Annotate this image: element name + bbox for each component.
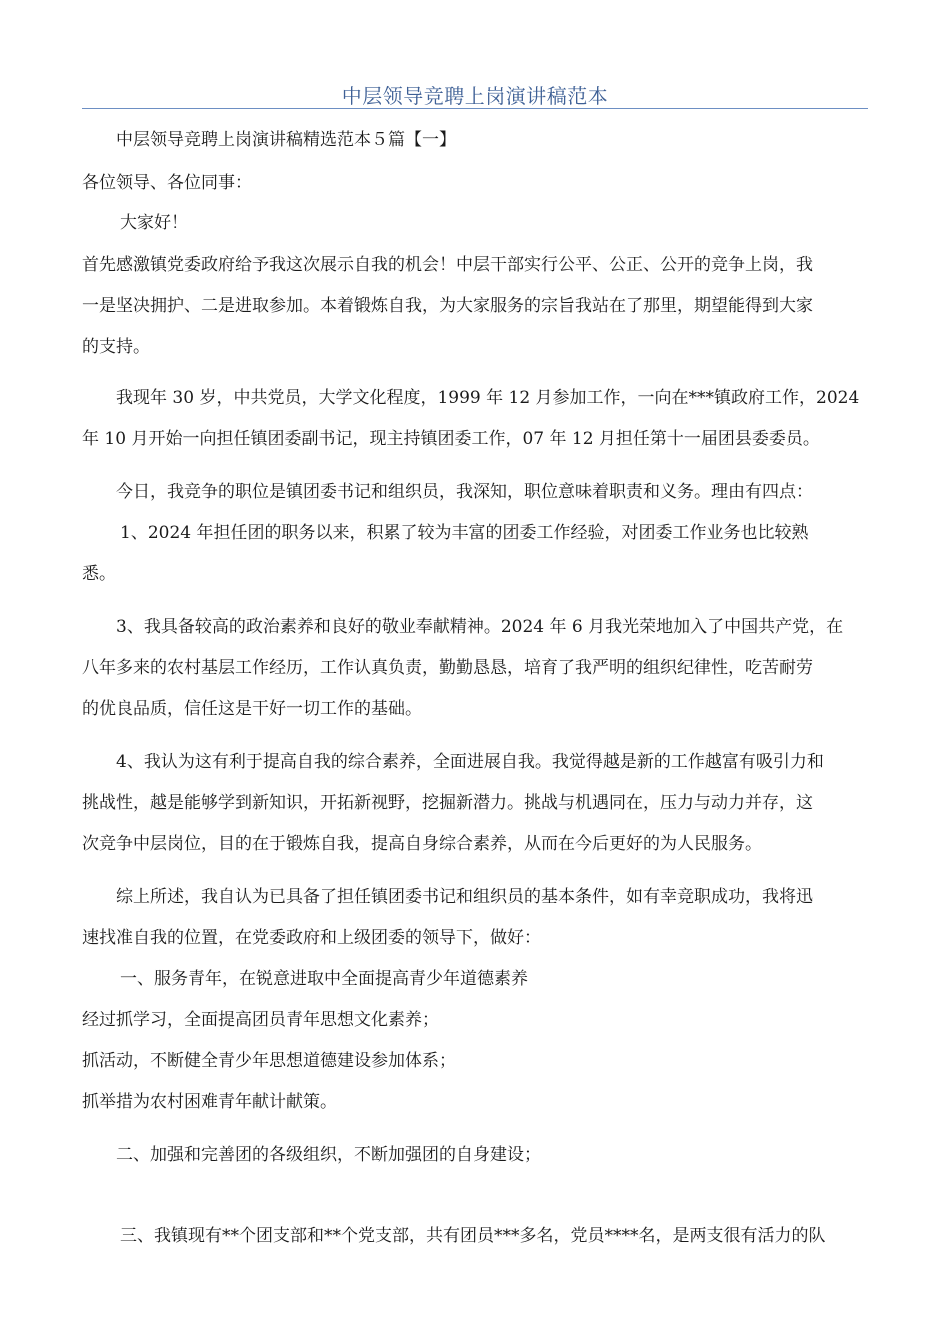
- paragraph-line: 八年多来的农村基层工作经历，工作认真负责，勤勤恳恳，培育了我严明的组织纪律性，吃苦耐劳: [82, 658, 813, 678]
- paragraph-line: 今日，我竞争的职位是镇团委书记和组织员，我深知，职位意味着职责和义务。理由有四点：: [116, 482, 813, 502]
- heading-line: 中层领导竞聘上岗演讲稿精选范本５篇【一】: [116, 130, 456, 150]
- paragraph-line: 经过抓学习，全面提高团员青年思想文化素养；: [82, 1010, 439, 1030]
- paragraph-line: 年 10 月开始一向担任镇团委副书记，现主持镇团委工作，07 年 12 月担任第十一届团县委委员。: [82, 429, 820, 449]
- paragraph-line: 3、我具备较高的政治素养和良好的敬业奉献精神。2024 年 6 月我光荣地加入了中国共产党，在: [116, 617, 844, 637]
- paragraph-line: 首先感激镇党委政府给予我这次展示自我的机会！中层干部实行公平、公正、公开的竞争上岗，我: [82, 255, 813, 275]
- paragraph-line: 次竞争中层岗位，目的在于锻炼自我，提高自身综合素养，从而在今后更好的为人民服务。: [82, 834, 762, 854]
- paragraph-line: 我现年 30 岁，中共党员，大学文化程度，1999 年 12 月参加工作，一向在***镇政府工作，2024: [116, 388, 860, 408]
- paragraph-line: 一是坚决拥护、二是进取参加。本着锻炼自我，为大家服务的宗旨我站在了那里，期望能得到大家: [82, 296, 813, 316]
- paragraph-line: 悉。: [82, 564, 116, 584]
- paragraph-line: 1、2024 年担任团的职务以来，积累了较为丰富的团委工作经验，对团委工作业务也比较熟: [120, 523, 809, 543]
- paragraph-line: 的优良品质，信任这是干好一切工作的基础。: [82, 699, 422, 719]
- paragraph-line: 的支持。: [82, 337, 150, 357]
- salutation-line: 各位领导、各位同事：: [82, 173, 252, 193]
- paragraph-line: 速找准自我的位置，在党委政府和上级团委的领导下，做好：: [82, 928, 541, 948]
- paragraph-line: 综上所述，我自认为已具备了担任镇团委书记和组织员的基本条件，如有幸竞职成功，我将迅: [116, 887, 813, 907]
- paragraph-line: 挑战性，越是能够学到新知识，开拓新视野，挖掘新潜力。挑战与机遇同在，压力与动力并存，这: [82, 793, 813, 813]
- section-heading: 一、服务青年，在锐意进取中全面提高青少年道德素养: [120, 969, 528, 989]
- paragraph-line: 抓举措为农村困难青年献计献策。: [82, 1092, 337, 1112]
- page-title: 中层领导竞聘上岗演讲稿范本: [341, 84, 609, 108]
- paragraph-line: 抓活动，不断健全青少年思想道德建设参加体系；: [82, 1051, 456, 1071]
- paragraph-line: 4、我认为这有利于提高自我的综合素养，全面进展自我。我觉得越是新的工作越富有吸引力和: [116, 752, 824, 772]
- title-underline: [82, 108, 868, 109]
- greeting-line: 大家好！: [120, 213, 188, 233]
- section-heading: 二、加强和完善团的各级组织，不断加强团的自身建设；: [116, 1145, 541, 1165]
- section-heading: 三、我镇现有**个团支部和**个党支部，共有团员***多名，党员****名，是两支很有活力的队: [120, 1226, 826, 1246]
